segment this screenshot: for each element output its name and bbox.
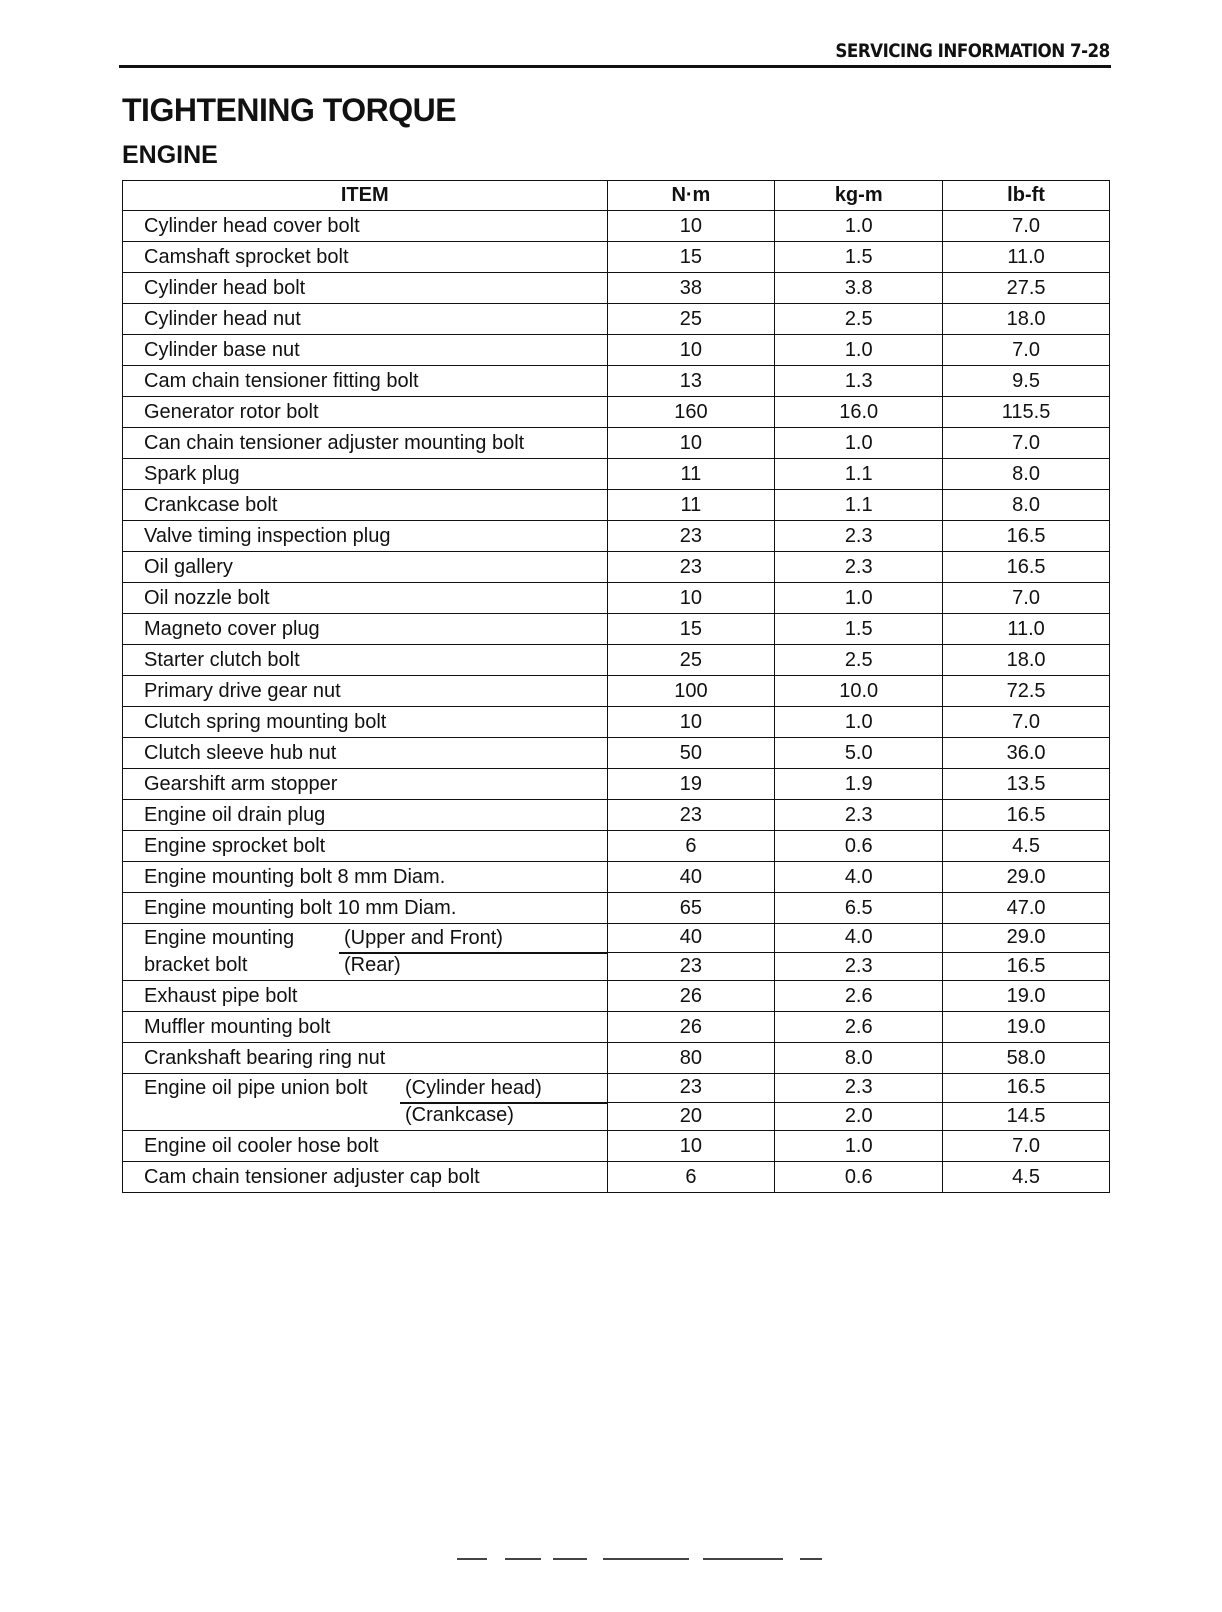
row-kgm: 2.6 bbox=[775, 981, 943, 1012]
row-nm: 10 bbox=[607, 211, 775, 242]
table-row bbox=[123, 769, 1110, 800]
bracket-qualifier-upper: (Upper and Front) bbox=[344, 927, 503, 949]
row-lbft: 58.0 bbox=[943, 1043, 1110, 1074]
row-kgm: 1.5 bbox=[775, 242, 943, 273]
table-row-oilpipe-cylinder bbox=[123, 1074, 1110, 1103]
table-row bbox=[123, 981, 1110, 1012]
oilpipe-crankcase-kgm: 2.0 bbox=[775, 1102, 943, 1131]
footer-dash bbox=[505, 1558, 541, 1560]
row-lbft: 16.5 bbox=[943, 521, 1110, 552]
table-row bbox=[123, 862, 1110, 893]
row-lbft: 7.0 bbox=[943, 428, 1110, 459]
row-lbft: 11.0 bbox=[943, 614, 1110, 645]
table-body-b bbox=[123, 981, 1110, 1074]
table-row bbox=[123, 304, 1110, 335]
row-kgm: 1.9 bbox=[775, 769, 943, 800]
table-row bbox=[123, 459, 1110, 490]
table-body-oilpipe bbox=[123, 1074, 1110, 1131]
bracket-upper-lbft: 29.0 bbox=[943, 924, 1110, 953]
row-nm: 10 bbox=[607, 335, 775, 366]
footer-dash bbox=[457, 1558, 487, 1560]
row-nm: 10 bbox=[607, 428, 775, 459]
table-row bbox=[123, 707, 1110, 738]
row-kgm: 2.3 bbox=[775, 521, 943, 552]
table-row bbox=[123, 273, 1110, 304]
row-lbft: 18.0 bbox=[943, 645, 1110, 676]
row-nm: 23 bbox=[607, 521, 775, 552]
row-item: Muffler mounting bolt bbox=[123, 1012, 608, 1043]
row-lbft: 4.5 bbox=[943, 831, 1110, 862]
row-item: Cylinder head cover bolt bbox=[123, 211, 608, 242]
table-row bbox=[123, 1131, 1110, 1162]
row-lbft: 47.0 bbox=[943, 893, 1110, 924]
row-kgm: 1.1 bbox=[775, 490, 943, 521]
row-nm: 15 bbox=[607, 614, 775, 645]
row-nm: 25 bbox=[607, 304, 775, 335]
table-body-c bbox=[123, 1131, 1110, 1193]
header-rule bbox=[119, 65, 1111, 68]
column-header-lbft: lb-ft bbox=[943, 181, 1110, 211]
row-lbft: 8.0 bbox=[943, 490, 1110, 521]
row-kgm: 3.8 bbox=[775, 273, 943, 304]
row-kgm: 6.5 bbox=[775, 893, 943, 924]
row-item: Cylinder base nut bbox=[123, 335, 608, 366]
row-lbft: 7.0 bbox=[943, 707, 1110, 738]
bracket-item-line1: Engine mounting bbox=[144, 927, 295, 949]
bracket-rear-lbft: 16.5 bbox=[943, 952, 1110, 981]
row-item: Engine mounting bolt 10 mm Diam. bbox=[123, 893, 608, 924]
row-item: Engine sprocket bolt bbox=[123, 831, 608, 862]
row-kgm: 1.0 bbox=[775, 335, 943, 366]
row-nm: 38 bbox=[607, 273, 775, 304]
table-row bbox=[123, 366, 1110, 397]
row-lbft: 7.0 bbox=[943, 1131, 1110, 1162]
table-row bbox=[123, 490, 1110, 521]
row-lbft: 18.0 bbox=[943, 304, 1110, 335]
table-row bbox=[123, 242, 1110, 273]
bracket-item-line2: bracket bolt bbox=[144, 954, 248, 976]
row-nm: 26 bbox=[607, 1012, 775, 1043]
row-nm: 25 bbox=[607, 645, 775, 676]
footer-dash bbox=[703, 1558, 783, 1560]
row-nm: 6 bbox=[607, 831, 775, 862]
row-kgm: 0.6 bbox=[775, 831, 943, 862]
row-kgm: 1.0 bbox=[775, 707, 943, 738]
row-lbft: 29.0 bbox=[943, 862, 1110, 893]
row-kgm: 2.5 bbox=[775, 645, 943, 676]
row-nm: 6 bbox=[607, 1162, 775, 1193]
footer-dash bbox=[800, 1558, 822, 1560]
row-nm: 65 bbox=[607, 893, 775, 924]
table-row bbox=[123, 335, 1110, 366]
row-kgm: 2.5 bbox=[775, 304, 943, 335]
row-item: Cylinder head bolt bbox=[123, 273, 608, 304]
table-row bbox=[123, 738, 1110, 769]
row-item: Engine oil drain plug bbox=[123, 800, 608, 831]
row-nm: 10 bbox=[607, 583, 775, 614]
table-row bbox=[123, 676, 1110, 707]
row-kgm: 2.6 bbox=[775, 1012, 943, 1043]
row-nm: 11 bbox=[607, 490, 775, 521]
section-subtitle: ENGINE bbox=[122, 141, 218, 169]
row-item: Camshaft sprocket bolt bbox=[123, 242, 608, 273]
row-kgm: 1.0 bbox=[775, 428, 943, 459]
table-row bbox=[123, 552, 1110, 583]
row-lbft: 27.5 bbox=[943, 273, 1110, 304]
row-kgm: 1.0 bbox=[775, 583, 943, 614]
oilpipe-cylinder-lbft: 16.5 bbox=[943, 1074, 1110, 1103]
bracket-rear-nm: 23 bbox=[607, 952, 775, 981]
row-item: Oil gallery bbox=[123, 552, 608, 583]
row-item: Engine mounting bolt 8 mm Diam. bbox=[123, 862, 608, 893]
table-row-bracket-upper bbox=[123, 924, 1110, 953]
row-nm: 10 bbox=[607, 1131, 775, 1162]
row-item: Exhaust pipe bolt bbox=[123, 981, 608, 1012]
row-kgm: 16.0 bbox=[775, 397, 943, 428]
bracket-rear-kgm: 2.3 bbox=[775, 952, 943, 981]
row-item: Crankcase bolt bbox=[123, 490, 608, 521]
oilpipe-item-line1: Engine oil pipe union bolt bbox=[144, 1077, 368, 1099]
row-kgm: 1.5 bbox=[775, 614, 943, 645]
row-lbft: 19.0 bbox=[943, 981, 1110, 1012]
footer-dash bbox=[603, 1558, 689, 1560]
table-row bbox=[123, 521, 1110, 552]
table-row bbox=[123, 1162, 1110, 1193]
column-header-kgm: kg-m bbox=[775, 181, 943, 211]
bracket-divider bbox=[339, 952, 607, 954]
table-row bbox=[123, 583, 1110, 614]
oilpipe-qualifier-cylinder: (Cylinder head) bbox=[405, 1077, 542, 1099]
table-row bbox=[123, 1012, 1110, 1043]
row-lbft: 13.5 bbox=[943, 769, 1110, 800]
row-nm: 50 bbox=[607, 738, 775, 769]
table-row bbox=[123, 831, 1110, 862]
row-nm: 26 bbox=[607, 981, 775, 1012]
row-item: Engine oil cooler hose bolt bbox=[123, 1131, 608, 1162]
row-item: Cam chain tensioner adjuster cap bolt bbox=[123, 1162, 608, 1193]
row-kgm: 2.3 bbox=[775, 800, 943, 831]
row-lbft: 16.5 bbox=[943, 552, 1110, 583]
row-item: Can chain tensioner adjuster mounting bolt bbox=[123, 428, 608, 459]
oilpipe-divider bbox=[400, 1102, 607, 1104]
row-kgm: 1.0 bbox=[775, 211, 943, 242]
row-kgm: 1.0 bbox=[775, 1131, 943, 1162]
row-item: Spark plug bbox=[123, 459, 608, 490]
row-nm: 10 bbox=[607, 707, 775, 738]
column-header-nm: N·m bbox=[607, 181, 775, 211]
row-nm: 160 bbox=[607, 397, 775, 428]
table-row bbox=[123, 614, 1110, 645]
row-lbft: 8.0 bbox=[943, 459, 1110, 490]
page-title: TIGHTENING TORQUE bbox=[122, 92, 457, 128]
torque-table bbox=[122, 180, 1110, 1193]
row-lbft: 4.5 bbox=[943, 1162, 1110, 1193]
row-kgm: 8.0 bbox=[775, 1043, 943, 1074]
oilpipe-crankcase-nm: 20 bbox=[607, 1102, 775, 1131]
row-item: Valve timing inspection plug bbox=[123, 521, 608, 552]
row-lbft: 72.5 bbox=[943, 676, 1110, 707]
row-nm: 11 bbox=[607, 459, 775, 490]
table-row bbox=[123, 428, 1110, 459]
table-row bbox=[123, 800, 1110, 831]
row-nm: 13 bbox=[607, 366, 775, 397]
table-row bbox=[123, 211, 1110, 242]
oilpipe-crankcase-lbft: 14.5 bbox=[943, 1102, 1110, 1131]
table-row bbox=[123, 1043, 1110, 1074]
section-header: SERVICING INFORMATION 7-28 bbox=[835, 40, 1110, 62]
row-item: Generator rotor bolt bbox=[123, 397, 608, 428]
bracket-upper-nm: 40 bbox=[607, 924, 775, 953]
row-kgm: 4.0 bbox=[775, 862, 943, 893]
row-lbft: 19.0 bbox=[943, 1012, 1110, 1043]
row-lbft: 11.0 bbox=[943, 242, 1110, 273]
row-nm: 15 bbox=[607, 242, 775, 273]
row-kgm: 5.0 bbox=[775, 738, 943, 769]
row-item: Cylinder head nut bbox=[123, 304, 608, 335]
row-lbft: 36.0 bbox=[943, 738, 1110, 769]
table-row bbox=[123, 397, 1110, 428]
bracket-upper-kgm: 4.0 bbox=[775, 924, 943, 953]
row-kgm: 1.1 bbox=[775, 459, 943, 490]
row-kgm: 10.0 bbox=[775, 676, 943, 707]
table-body-a bbox=[123, 211, 1110, 924]
oilpipe-item-cell bbox=[123, 1074, 608, 1131]
row-kgm: 0.6 bbox=[775, 1162, 943, 1193]
row-kgm: 2.3 bbox=[775, 552, 943, 583]
bracket-qualifier-rear: (Rear) bbox=[344, 954, 401, 976]
row-nm: 23 bbox=[607, 552, 775, 583]
row-nm: 23 bbox=[607, 800, 775, 831]
row-nm: 19 bbox=[607, 769, 775, 800]
row-lbft: 7.0 bbox=[943, 335, 1110, 366]
row-item: Clutch sleeve hub nut bbox=[123, 738, 608, 769]
row-lbft: 9.5 bbox=[943, 366, 1110, 397]
row-lbft: 7.0 bbox=[943, 211, 1110, 242]
row-item: Starter clutch bolt bbox=[123, 645, 608, 676]
row-kgm: 1.3 bbox=[775, 366, 943, 397]
row-item: Oil nozzle bolt bbox=[123, 583, 608, 614]
row-item: Gearshift arm stopper bbox=[123, 769, 608, 800]
table-row bbox=[123, 645, 1110, 676]
footer-dash bbox=[553, 1558, 587, 1560]
row-nm: 40 bbox=[607, 862, 775, 893]
row-lbft: 115.5 bbox=[943, 397, 1110, 428]
row-lbft: 7.0 bbox=[943, 583, 1110, 614]
row-item: Clutch spring mounting bolt bbox=[123, 707, 608, 738]
row-item: Primary drive gear nut bbox=[123, 676, 608, 707]
oilpipe-cylinder-nm: 23 bbox=[607, 1074, 775, 1103]
oilpipe-qualifier-crankcase: (Crankcase) bbox=[405, 1104, 514, 1126]
bracket-item-cell bbox=[123, 924, 608, 981]
row-item: Cam chain tensioner fitting bolt bbox=[123, 366, 608, 397]
table-body-bracket bbox=[123, 924, 1110, 981]
row-item: Crankshaft bearing ring nut bbox=[123, 1043, 608, 1074]
row-item: Magneto cover plug bbox=[123, 614, 608, 645]
row-nm: 80 bbox=[607, 1043, 775, 1074]
table-header-row bbox=[123, 181, 1110, 211]
table-row bbox=[123, 893, 1110, 924]
oilpipe-cylinder-kgm: 2.3 bbox=[775, 1074, 943, 1103]
row-lbft: 16.5 bbox=[943, 800, 1110, 831]
row-nm: 100 bbox=[607, 676, 775, 707]
column-header-item: ITEM bbox=[123, 181, 608, 211]
